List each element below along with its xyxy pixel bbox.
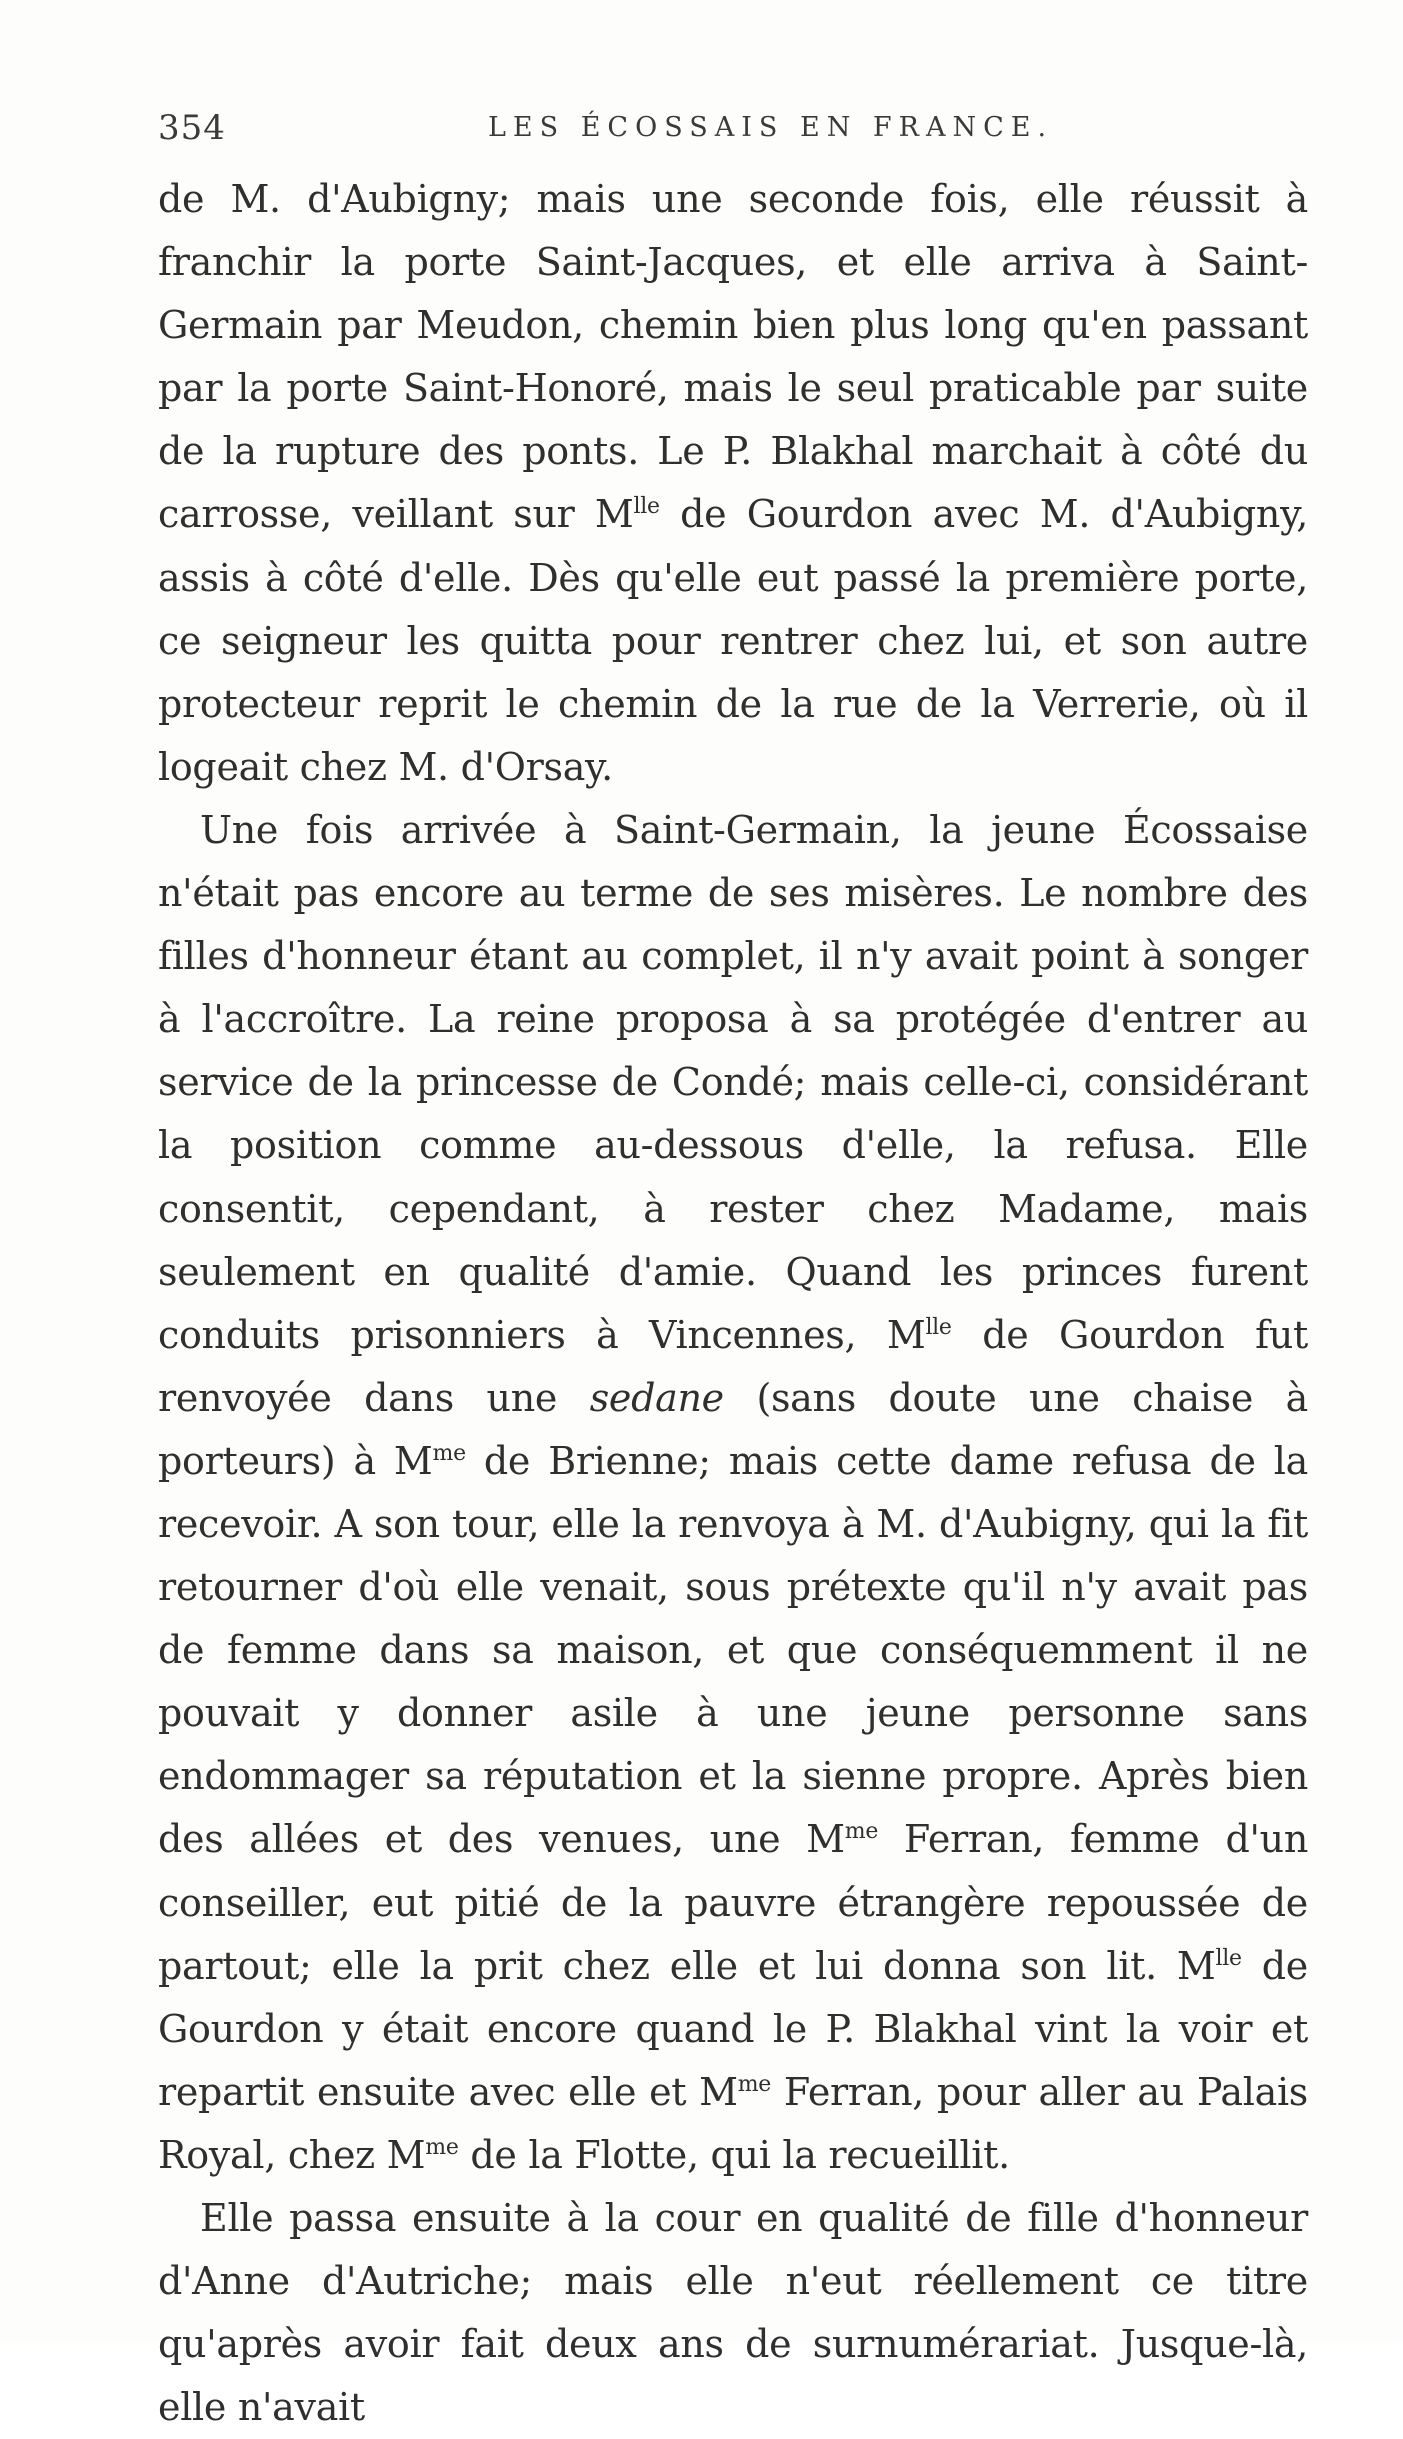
superscript-abbrev: lle [925, 1314, 952, 1340]
page-number: 354 [158, 108, 226, 148]
running-title: LES ÉCOSSAIS EN FRANCE. [488, 112, 1054, 143]
superscript-abbrev: me [844, 1819, 879, 1845]
superscript-abbrev: lle [1215, 1945, 1242, 1971]
body-text [158, 168, 1308, 2439]
text-segment: de la Flotte, qui la recueillit. [458, 2132, 1010, 2177]
text-segment: de Brienne; mais cette dame refusa de la recevoir. A son tour, elle la renvoya à M. d'Aubigny, qui la fit retourner d'où elle venait, sous prétexte qu'il n'y avait pas de femme dans sa maison, et que conséquemment il ne pouvait y donner asile à une jeune personne sans endommager sa réputation et la sienne propre. Après bien des allées et des venues, une M [158, 1438, 1308, 1862]
paragraph-1 [158, 168, 1308, 799]
text-segment: Elle passa ensuite à la cour en qualité de fille d'honneur d'Anne d'Autriche; mais elle n'eut réellement ce titre qu'après avoir fait deux ans de surnumérariat. Jusque-là, elle n'avait [158, 2196, 1308, 2430]
superscript-abbrev: me [432, 1440, 466, 1466]
text-segment: Ferran, femme d'un conseiller, eut pitié de la pauvre étrangère repoussée de partout; elle la prit chez elle et lui donna son lit. M [158, 1817, 1308, 1988]
superscript-abbrev: lle [633, 494, 660, 520]
text-segment: de M. d'Aubigny; mais une seconde fois, elle réussit à franchir la porte Saint-Jacques, et elle arriva à Saint-Germain par Meudon, chemin bien plus long qu'en passant par la porte Saint-Honoré, mais le seul praticable par suite de la rupture des ponts. Le P. Blakhal marchait à côté du carrosse, veillant sur M [158, 177, 1308, 537]
italic-word: sedane [589, 1375, 724, 1420]
text-segment: de Gourdon avec M. d'Aubigny, assis à côté d'elle. Dès qu'elle eut passé la première porte, ce seigneur les quitta pour rentrer chez lui, et son autre protecteur reprit le chemin de la rue de la Verrerie, où il logeait chez M. d'Orsay. [158, 492, 1308, 789]
paragraph-2 [158, 799, 1308, 2187]
paragraph-3 [158, 2187, 1308, 2439]
text-segment: Ferran, pour aller au Palais Royal, chez M [158, 2069, 1308, 2177]
superscript-abbrev: me [425, 2134, 459, 2160]
page-header [158, 108, 1308, 148]
text-segment: de Gourdon fut renvoyée dans une [158, 1312, 1308, 1420]
superscript-abbrev: me [737, 2071, 771, 2097]
text-segment: (sans doute une chaise à porteurs) à M [158, 1375, 1308, 1483]
text-segment: de Gourdon y était encore quand le P. Blakhal vint la voir et repartit ensuite avec elle et M [158, 1943, 1308, 2114]
text-segment: Une fois arrivée à Saint-Germain, la jeune Écossaise n'était pas encore au terme de ses misères. Le nombre des filles d'honneur étant au complet, il n'y avait point à songer à l'accroître. La reine proposa à sa protégée d'entrer au service de la princesse de Condé; mais celle-ci, considérant la position comme au-dessous d'elle, la refusa. Elle consentit, cependant, à rester chez Madame, mais seulement en qualité d'amie. Quand les princes furent conduits prisonniers à Vincennes, M [158, 807, 1308, 1357]
